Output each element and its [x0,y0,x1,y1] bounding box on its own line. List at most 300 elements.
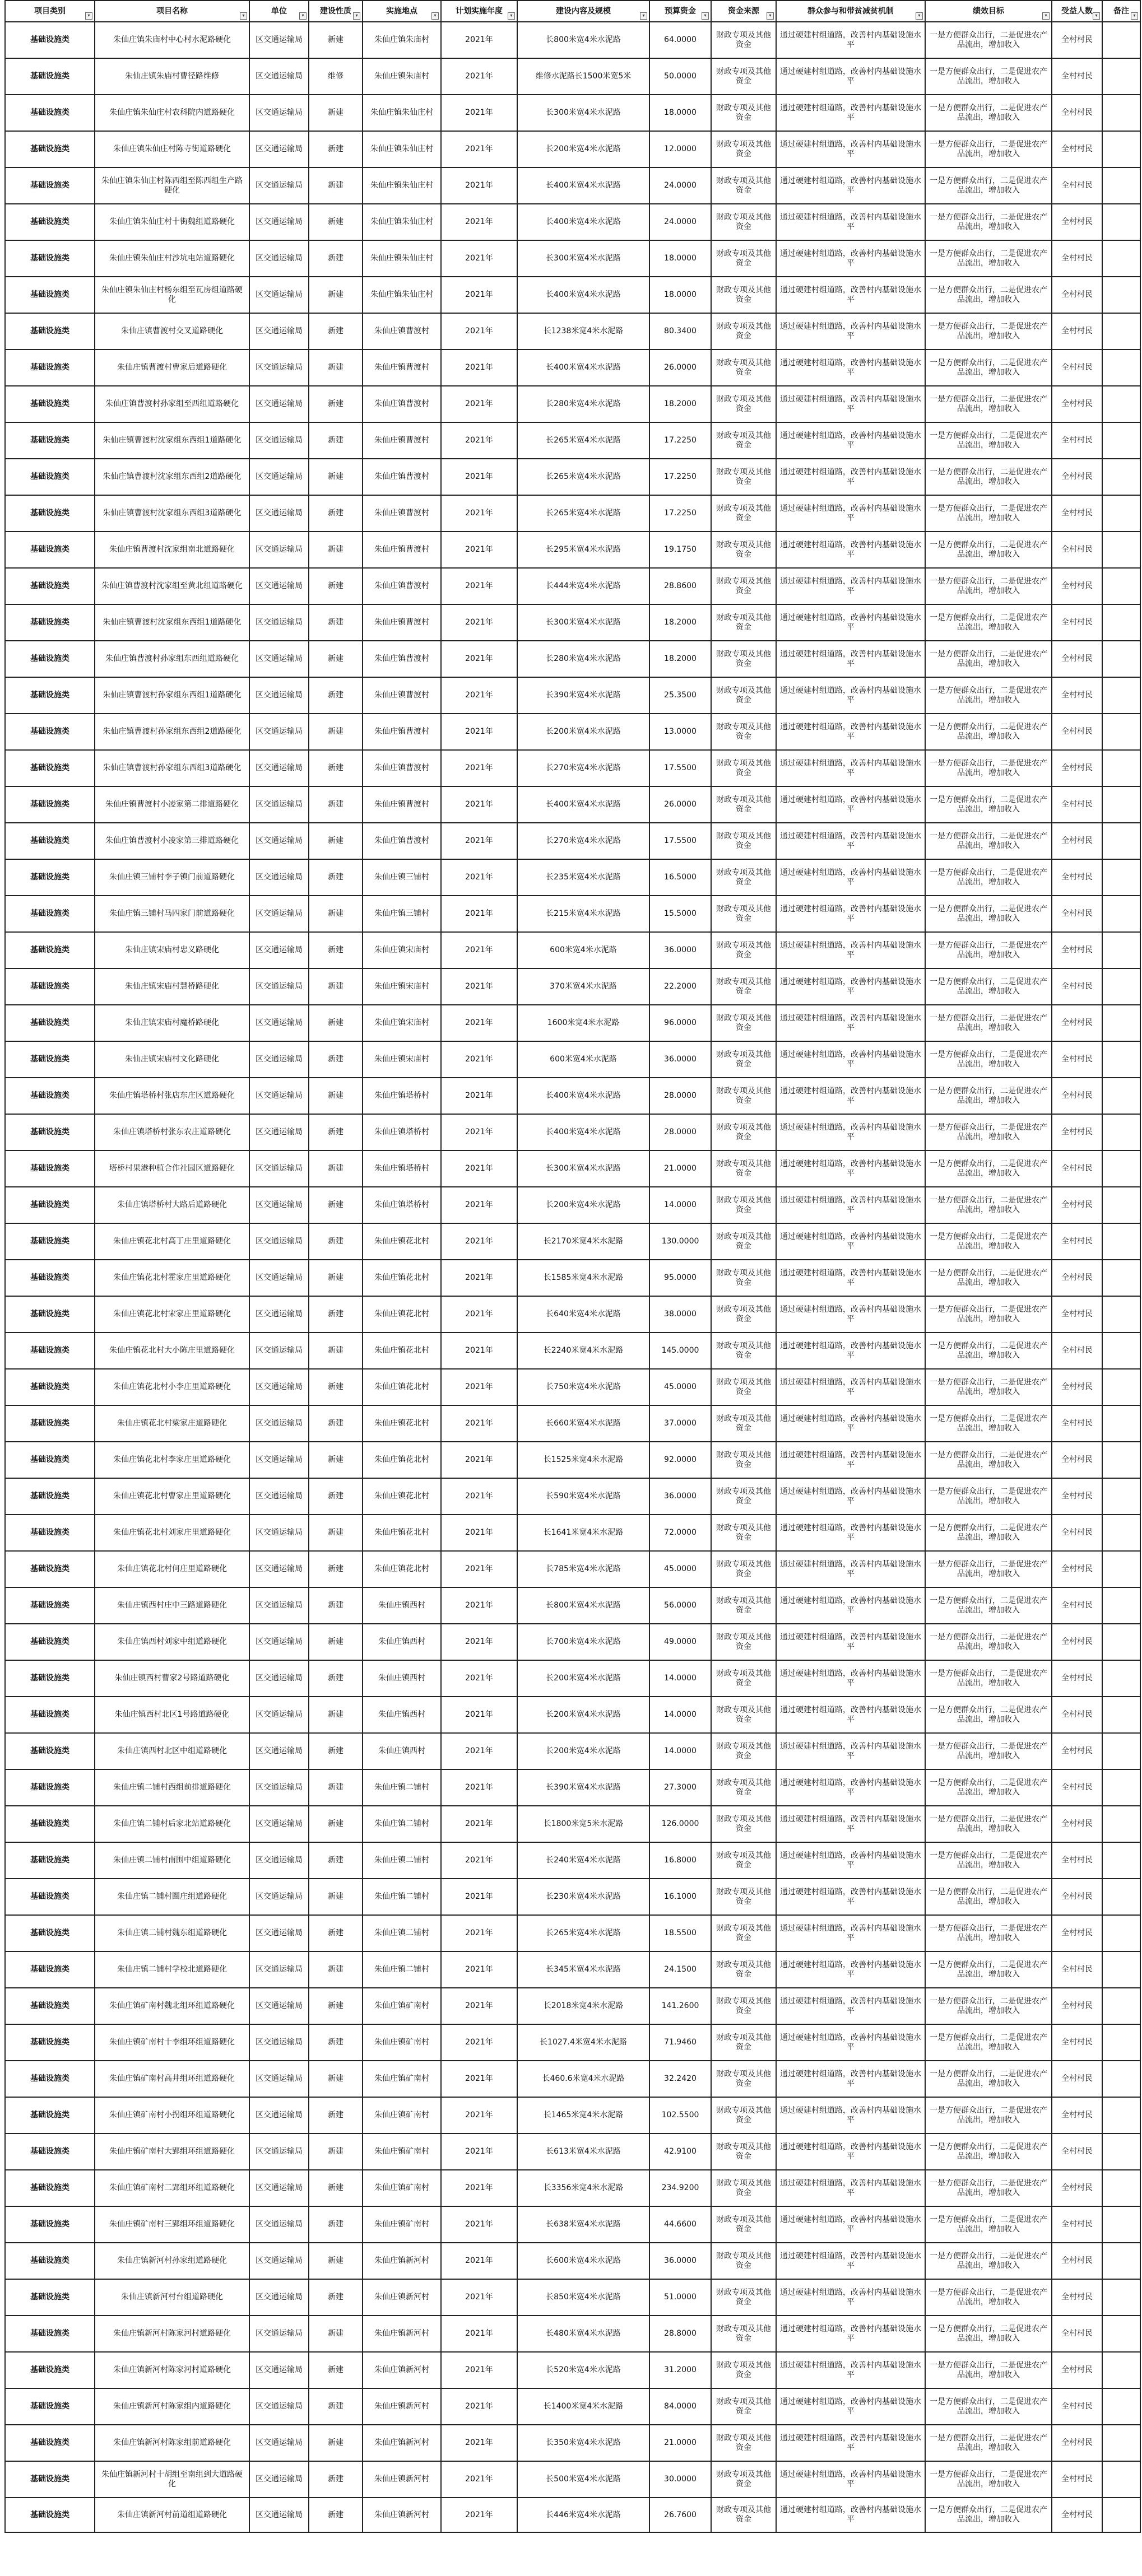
table-cell: 全村村民 [1052,1296,1102,1333]
table-cell: 2021年 [441,2352,517,2388]
table-cell: 基础设施类 [5,313,95,350]
table-cell: 全村村民 [1052,1442,1102,1478]
table-cell: 通过硬建村组道路，改善村内基础设施水平 [776,1041,925,1078]
table-cell: 区交通运输局 [249,1405,309,1442]
filter-dropdown-icon[interactable]: ▾ [640,12,647,20]
table-cell: 2021年 [441,1660,517,1697]
table-cell [1102,58,1140,95]
table-cell: 区交通运输局 [249,2279,309,2316]
table-cell: 全村村民 [1052,1660,1102,1697]
table-cell [1102,2316,1140,2352]
filter-dropdown-icon[interactable]: ▾ [508,12,515,20]
table-cell: 朱仙庄镇曹渡村 [363,823,441,859]
table-row [5,1697,1140,1733]
table-cell: 2021年 [441,896,517,932]
table-cell: 一是方便群众出行，二是促进农产品流出，增加收入 [925,1915,1052,1951]
column-header-label: 备注 [1113,6,1129,16]
table-cell: 区交通运输局 [249,750,309,786]
column-header-label: 群众参与和带贫减贫机制 [807,6,894,16]
table-cell: 通过硬建村组道路，改善村内基础设施水平 [776,1296,925,1333]
table-cell: 一是方便群众出行，二是促进农产品流出，增加收入 [925,1114,1052,1150]
table-cell: 通过硬建村组道路，改善村内基础设施水平 [776,1114,925,1150]
table-cell: 通过硬建村组道路，改善村内基础设施水平 [776,1442,925,1478]
table-cell: 长460.6米宽4米水泥路 [517,2061,649,2097]
table-cell: 一是方便群众出行，二是促进农产品流出，增加收入 [925,750,1052,786]
table-cell: 2021年 [441,677,517,714]
table-cell: 18.2000 [649,604,711,641]
table-cell: 维修 [309,58,363,95]
table-cell: 一是方便群众出行，二是促进农产品流出，增加收入 [925,1988,1052,2024]
table-cell: 基础设施类 [5,1478,95,1515]
table-cell: 长2018米宽4米水泥路 [517,1988,649,2024]
table-cell: 区交通运输局 [249,95,309,131]
table-cell: 全村村民 [1052,2388,1102,2425]
table-cell: 朱仙庄镇花北村霍家庄里道路硬化 [95,1260,249,1296]
table-cell: 朱仙庄镇矿南村十李组环组道路硬化 [95,2024,249,2061]
table-cell: 新建 [309,1041,363,1078]
table-cell: 财政专项及其他资金 [711,22,776,58]
table-cell: 新建 [309,1369,363,1405]
table-cell: 区交通运输局 [249,2425,309,2461]
table-row [5,1551,1140,1587]
table-cell: 财政专项及其他资金 [711,1223,776,1260]
table-cell: 区交通运输局 [249,2461,309,2498]
column-header [925,1,1052,22]
table-cell [1102,1842,1140,1879]
table-cell: 区交通运输局 [249,277,309,313]
table-cell: 财政专项及其他资金 [711,750,776,786]
table-cell: 通过硬建村组道路，改善村内基础设施水平 [776,1951,925,1988]
table-cell: 朱仙庄镇花北村宋家庄里道路硬化 [95,1296,249,1333]
table-cell: 财政专项及其他资金 [711,1041,776,1078]
table-cell: 区交通运输局 [249,786,309,823]
table-row [5,167,1140,204]
table-cell: 2021年 [441,1369,517,1405]
column-header [517,1,649,22]
table-cell: 区交通运输局 [249,1769,309,1806]
table-cell: 新建 [309,859,363,896]
column-header-label: 计划实施年度 [456,6,503,16]
table-cell: 全村村民 [1052,2498,1102,2532]
column-header [95,1,249,22]
table-cell: 长265米宽4米水泥路 [517,1915,649,1951]
table-cell: 全村村民 [1052,277,1102,313]
table-cell: 新建 [309,750,363,786]
table-cell: 长600米宽4米水泥路 [517,2243,649,2279]
table-cell [1102,1260,1140,1296]
table-row [5,641,1140,677]
table-cell: 基础设施类 [5,1114,95,1150]
table-cell: 基础设施类 [5,1333,95,1369]
table-row [5,1842,1140,1879]
table-cell: 朱仙庄镇朱庙村 [363,58,441,95]
table-cell: 全村村民 [1052,204,1102,240]
filter-dropdown-icon[interactable]: ▾ [702,12,709,20]
table-cell: 新建 [309,2316,363,2352]
table-cell: 全村村民 [1052,350,1102,386]
table-cell: 一是方便群众出行，二是促进农产品流出，增加收入 [925,459,1052,495]
table-cell: 2021年 [441,2279,517,2316]
filter-dropdown-icon[interactable]: ▾ [1131,12,1138,20]
table-cell: 全村村民 [1052,1551,1102,1587]
table-cell: 新建 [309,1078,363,1114]
table-cell: 朱仙庄镇宋庙村忠义路硬化 [95,932,249,968]
table-cell: 145.0000 [649,1333,711,1369]
table-cell: 朱仙庄镇新河村陈家组内道路硬化 [95,2388,249,2425]
table-cell: 朱仙庄镇塔桥村大路后道路硬化 [95,1187,249,1223]
table-cell: 31.2000 [649,2352,711,2388]
table-cell: 朱仙庄镇矿南村 [363,2170,441,2206]
table-cell: 长265米宽4米水泥路 [517,495,649,532]
table-cell: 朱仙庄镇朱仙庄村十街魏组道路硬化 [95,204,249,240]
table-cell: 2021年 [441,786,517,823]
table-cell: 基础设施类 [5,1551,95,1587]
filter-dropdown-icon[interactable]: ▾ [299,12,307,20]
table-cell: 全村村民 [1052,2352,1102,2388]
table-cell: 全村村民 [1052,2425,1102,2461]
table-cell: 一是方便群众出行，二是促进农产品流出，增加收入 [925,2097,1052,2134]
table-cell: 25.3500 [649,677,711,714]
table-cell: 朱仙庄镇曹渡村沈家组南北道路硬化 [95,532,249,568]
table-cell: 朱仙庄镇曹渡村沈家组至黄北组道路硬化 [95,568,249,604]
table-cell: 通过硬建村组道路，改善村内基础设施水平 [776,1697,925,1733]
table-cell: 区交通运输局 [249,968,309,1005]
table-cell: 一是方便群众出行，二是促进农产品流出，增加收入 [925,422,1052,459]
table-cell: 长1238米宽4米水泥路 [517,313,649,350]
table-cell: 基础设施类 [5,1078,95,1114]
table-cell [1102,1988,1140,2024]
table-cell: 朱仙庄镇二铺村 [363,1951,441,1988]
table-cell: 通过硬建村组道路，改善村内基础设施水平 [776,2461,925,2498]
table-cell: 全村村民 [1052,95,1102,131]
table-cell: 朱仙庄镇花北村 [363,1260,441,1296]
table-cell [1102,641,1140,677]
table-cell: 财政专项及其他资金 [711,932,776,968]
table-cell: 95.0000 [649,1260,711,1296]
table-cell: 通过硬建村组道路，改善村内基础设施水平 [776,932,925,968]
table-row [5,1150,1140,1187]
table-cell: 长1800米宽5米水泥路 [517,1806,649,1842]
table-cell: 朱仙庄镇西村 [363,1587,441,1624]
table-cell: 朱仙庄镇矿南村 [363,1988,441,2024]
table-row [5,2498,1140,2532]
table-cell: 朱仙庄镇花北村大小陈庄里道路硬化 [95,1333,249,1369]
table-cell: 朱仙庄镇新河村 [363,2316,441,2352]
table-cell: 长345米宽4米水泥路 [517,1951,649,1988]
table-cell [1102,1769,1140,1806]
table-cell: 全村村民 [1052,313,1102,350]
table-cell: 2021年 [441,1005,517,1041]
table-cell: 新建 [309,2388,363,2425]
table-cell: 长800米宽4米水泥路 [517,1587,649,1624]
table-cell: 长280米宽4米水泥路 [517,641,649,677]
table-cell: 基础设施类 [5,2206,95,2243]
table-cell: 朱仙庄镇曹渡村孙家组东西组1道路硬化 [95,677,249,714]
table-cell: 全村村民 [1052,2461,1102,2498]
table-cell: 通过硬建村组道路，改善村内基础设施水平 [776,422,925,459]
table-cell: 区交通运输局 [249,2206,309,2243]
table-cell: 区交通运输局 [249,1478,309,1515]
table-cell: 一是方便群众出行，二是促进农产品流出，增加收入 [925,2316,1052,2352]
table-cell: 全村村民 [1052,1915,1102,1951]
table-cell: 财政专项及其他资金 [711,1515,776,1551]
table-cell: 通过硬建村组道路，改善村内基础设施水平 [776,2279,925,2316]
table-row [5,604,1140,641]
table-row [5,240,1140,277]
table-cell: 新建 [309,240,363,277]
table-cell: 新建 [309,2352,363,2388]
table-cell: 28.8600 [649,568,711,604]
table-cell: 通过硬建村组道路，改善村内基础设施水平 [776,1551,925,1587]
table-cell [1102,859,1140,896]
table-cell: 全村村民 [1052,1478,1102,1515]
table-cell: 财政专项及其他资金 [711,1697,776,1733]
table-cell: 通过硬建村组道路，改善村内基础设施水平 [776,240,925,277]
column-header-label: 建设性质 [320,6,351,16]
table-cell: 28.8000 [649,2316,711,2352]
table-cell: 朱仙庄镇花北村 [363,1478,441,1515]
table-cell: 基础设施类 [5,1442,95,1478]
table-cell: 2021年 [441,1697,517,1733]
table-cell [1102,1478,1140,1515]
table-cell: 通过硬建村组道路，改善村内基础设施水平 [776,896,925,932]
table-cell: 通过硬建村组道路，改善村内基础设施水平 [776,2243,925,2279]
table-cell: 一是方便群众出行，二是促进农产品流出，增加收入 [925,1478,1052,1515]
table-cell: 2021年 [441,1260,517,1296]
table-cell: 财政专项及其他资金 [711,95,776,131]
table-cell: 朱仙庄镇新河村 [363,2352,441,2388]
table-cell: 2021年 [441,313,517,350]
table-cell: 2021年 [441,568,517,604]
table-cell [1102,932,1140,968]
table-cell: 朱仙庄镇曹渡村沈家组东西组3道路硬化 [95,495,249,532]
table-cell: 一是方便群众出行，二是促进农产品流出，增加收入 [925,2206,1052,2243]
filter-dropdown-icon[interactable]: ▾ [240,12,247,20]
table-cell: 2021年 [441,22,517,58]
table-cell: 新建 [309,1515,363,1551]
table-cell: 朱仙庄镇新河村 [363,2279,441,2316]
table-cell: 朱仙庄镇曹渡村孙家组东西组道路硬化 [95,641,249,677]
table-cell: 区交通运输局 [249,859,309,896]
filter-dropdown-icon[interactable]: ▾ [85,12,92,20]
table-cell: 通过硬建村组道路，改善村内基础设施水平 [776,1223,925,1260]
table-cell: 50.0000 [649,58,711,95]
table-cell: 新建 [309,2061,363,2097]
table-cell: 朱仙庄镇花北村曹家庄里道路硬化 [95,1478,249,1515]
table-cell: 新建 [309,1697,363,1733]
table-cell: 新建 [309,677,363,714]
table-cell: 2021年 [441,1806,517,1842]
table-cell: 朱仙庄镇西村庄中三路道路硬化 [95,1587,249,1624]
table-cell: 新建 [309,1150,363,1187]
table-cell: 一是方便群众出行，二是促进农产品流出，增加收入 [925,1260,1052,1296]
filter-dropdown-icon[interactable]: ▾ [1042,12,1050,20]
table-cell [1102,2134,1140,2170]
table-cell: 朱仙庄镇花北村 [363,1442,441,1478]
table-cell: 财政专项及其他资金 [711,167,776,204]
table-cell: 财政专项及其他资金 [711,2498,776,2532]
table-cell: 一是方便群众出行，二是促进农产品流出，增加收入 [925,350,1052,386]
table-cell: 全村村民 [1052,641,1102,677]
table-cell: 全村村民 [1052,22,1102,58]
table-cell: 朱仙庄镇曹渡村 [363,386,441,422]
table-cell [1102,786,1140,823]
column-header [711,1,776,22]
table-cell: 新建 [309,2425,363,2461]
table-cell: 2021年 [441,1915,517,1951]
table-cell: 新建 [309,2097,363,2134]
table-cell: 基础设施类 [5,167,95,204]
table-cell: 全村村民 [1052,386,1102,422]
table-cell: 朱仙庄镇西村刘家中组道路硬化 [95,1624,249,1660]
table-cell [1102,1624,1140,1660]
table-cell: 朱仙庄镇新河村 [363,2388,441,2425]
table-cell: 一是方便群众出行，二是促进农产品流出，增加收入 [925,1660,1052,1697]
table-cell: 区交通运输局 [249,1333,309,1369]
table-cell: 长350米宽4米水泥路 [517,2425,649,2461]
table-cell: 财政专项及其他资金 [711,2024,776,2061]
table-cell: 一是方便群众出行，二是促进农产品流出，增加收入 [925,2425,1052,2461]
table-row [5,1988,1140,2024]
table-cell: 24.0000 [649,167,711,204]
table-cell: 区交通运输局 [249,1842,309,1879]
table-cell: 朱仙庄镇曹渡村 [363,786,441,823]
table-cell: 基础设施类 [5,58,95,95]
table-cell: 84.0000 [649,2388,711,2425]
table-cell [1102,1405,1140,1442]
table-cell: 长850米宽4米水泥路 [517,2279,649,2316]
table-row [5,1041,1140,1078]
table-cell: 朱仙庄镇朱仙庄村沙坑电站道路硬化 [95,240,249,277]
table-cell: 朱仙庄镇矿南村 [363,2134,441,2170]
table-cell: 新建 [309,1478,363,1515]
table-cell: 通过硬建村组道路，改善村内基础设施水平 [776,2498,925,2532]
table-cell: 长300米宽4米水泥路 [517,95,649,131]
table-cell: 区交通运输局 [249,1551,309,1587]
table-cell: 长200米宽4米水泥路 [517,131,649,167]
table-cell: 财政专项及其他资金 [711,1769,776,1806]
table-cell: 新建 [309,1879,363,1915]
table-row [5,1624,1140,1660]
table-row [5,1769,1140,1806]
table-cell [1102,1951,1140,1988]
column-header-label: 受益人数 [1061,6,1093,16]
table-cell: 长300米宽4米水泥路 [517,240,649,277]
table-row [5,1187,1140,1223]
table-cell: 新建 [309,1442,363,1478]
table-cell: 通过硬建村组道路，改善村内基础设施水平 [776,2170,925,2206]
table-cell: 维修水泥路长1500米宽5米 [517,58,649,95]
table-cell: 一是方便群众出行，二是促进农产品流出，增加收入 [925,568,1052,604]
table-cell: 区交通运输局 [249,313,309,350]
table-cell [1102,2206,1140,2243]
table-cell: 朱仙庄镇三铺村 [363,859,441,896]
filter-dropdown-icon[interactable]: ▾ [916,12,923,20]
table-cell: 朱仙庄镇宋庙村 [363,1041,441,1078]
table-cell: 通过硬建村组道路，改善村内基础设施水平 [776,1733,925,1769]
table-cell: 区交通运输局 [249,1697,309,1733]
table-cell: 一是方便群众出行，二是促进农产品流出，增加收入 [925,204,1052,240]
table-cell: 一是方便群众出行，二是促进农产品流出，增加收入 [925,1733,1052,1769]
table-cell: 朱仙庄镇新河村十胡组至南组到大道路硬化 [95,2461,249,2498]
table-cell: 区交通运输局 [249,1005,309,1041]
table-cell: 一是方便群众出行，二是促进农产品流出，增加收入 [925,1150,1052,1187]
table-cell: 长1585米宽4米水泥路 [517,1260,649,1296]
table-cell: 区交通运输局 [249,386,309,422]
table-cell: 新建 [309,1333,363,1369]
table-cell: 朱仙庄镇曹渡村沈家组东西组1道路硬化 [95,422,249,459]
table-cell: 2021年 [441,422,517,459]
table-cell: 朱仙庄镇曹渡村 [363,313,441,350]
column-header [309,1,363,22]
table-row [5,677,1140,714]
table-cell: 新建 [309,1842,363,1879]
filter-dropdown-icon[interactable]: ▾ [767,12,774,20]
table-cell: 长230米宽4米水泥路 [517,1879,649,1915]
table-cell: 区交通运输局 [249,1442,309,1478]
table-cell: 区交通运输局 [249,22,309,58]
table-cell: 一是方便群众出行，二是促进农产品流出，增加收入 [925,1296,1052,1333]
table-cell: 基础设施类 [5,1624,95,1660]
table-cell: 朱仙庄镇曹渡村沈家组东西组1道路硬化 [95,604,249,641]
table-cell: 朱仙庄镇塔桥村 [363,1114,441,1150]
table-cell: 塔桥村果港种植合作社园区道路硬化 [95,1150,249,1187]
table-cell: 基础设施类 [5,1405,95,1442]
table-cell: 区交通运输局 [249,1078,309,1114]
table-cell: 区交通运输局 [249,641,309,677]
column-header-label: 建设内容及规模 [556,6,611,16]
table-cell: 朱仙庄镇朱仙庄村陈寺街道路硬化 [95,131,249,167]
table-cell [1102,604,1140,641]
table-row [5,2206,1140,2243]
filter-dropdown-icon[interactable]: ▾ [431,12,439,20]
table-cell: 财政专项及其他资金 [711,823,776,859]
table-cell: 2021年 [441,641,517,677]
table-cell: 新建 [309,313,363,350]
table-cell: 新建 [309,1223,363,1260]
table-cell [1102,277,1140,313]
filter-dropdown-icon[interactable]: ▾ [1093,12,1100,20]
table-cell: 通过硬建村组道路，改善村内基础设施水平 [776,2316,925,2352]
table-cell [1102,167,1140,204]
table-cell: 朱仙庄镇宋庙村慧桥路硬化 [95,968,249,1005]
table-row [5,131,1140,167]
table-cell: 长613米宽4米水泥路 [517,2134,649,2170]
table-cell: 基础设施类 [5,240,95,277]
table-cell: 朱仙庄镇朱仙庄村 [363,167,441,204]
table-cell: 财政专项及其他资金 [711,1842,776,1879]
table-row [5,2316,1140,2352]
table-cell: 2021年 [441,1988,517,2024]
table-cell: 基础设施类 [5,786,95,823]
table-cell: 通过硬建村组道路，改善村内基础设施水平 [776,823,925,859]
table-cell: 朱仙庄镇曹渡村孙家组东西组3道路硬化 [95,750,249,786]
table-cell: 区交通运输局 [249,1369,309,1405]
table-cell: 全村村民 [1052,786,1102,823]
filter-dropdown-icon[interactable]: ▾ [353,12,360,20]
table-cell: 2021年 [441,968,517,1005]
table-cell: 长400米宽4米水泥路 [517,1078,649,1114]
table-cell: 新建 [309,131,363,167]
table-cell: 长200米宽4米水泥路 [517,1733,649,1769]
table-cell: 财政专项及其他资金 [711,1078,776,1114]
table-cell: 一是方便群众出行，二是促进农产品流出，增加收入 [925,313,1052,350]
table-cell: 区交通运输局 [249,1915,309,1951]
table-cell: 基础设施类 [5,1187,95,1223]
table-cell [1102,2024,1140,2061]
table-cell: 通过硬建村组道路，改善村内基础设施水平 [776,386,925,422]
table-cell: 财政专项及其他资金 [711,2316,776,2352]
